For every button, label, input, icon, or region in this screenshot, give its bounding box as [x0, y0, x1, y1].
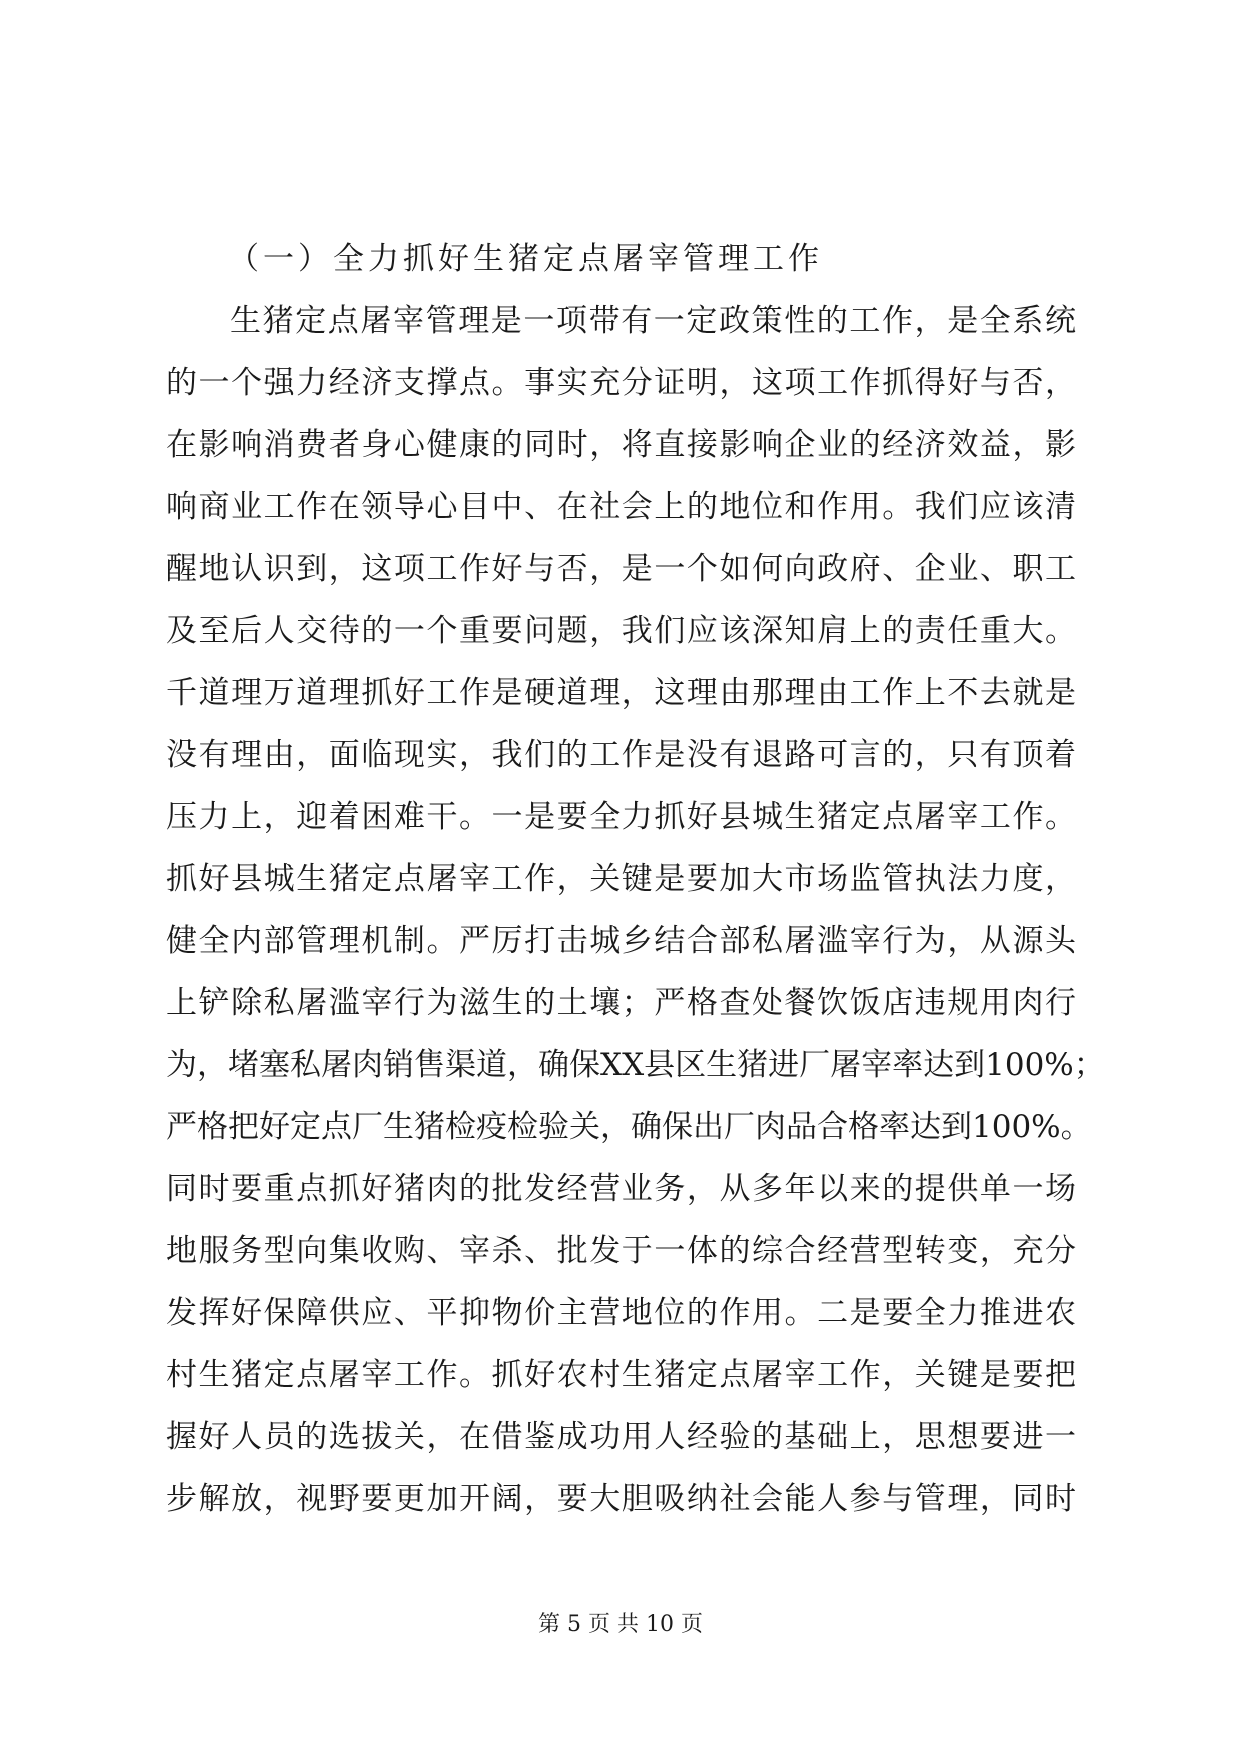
text-line: 健全内部管理机制。严厉打击城乡结合部私屠滥宰行为，从源头	[166, 923, 1076, 959]
text-line: 步解放，视野要更加开阔，要大胆吸纳社会能人参与管理，同时	[166, 1481, 1076, 1517]
text-line: 为，堵塞私屠肉销售渠道，确保XX县区生猪进厂屠宰率达到100%；	[166, 1047, 1105, 1083]
text-line: 村生猪定点屠宰工作。抓好农村生猪定点屠宰工作，关键是要把	[166, 1357, 1076, 1393]
text-line: 发挥好保障供应、平抑物价主营地位的作用。二是要全力推进农	[166, 1295, 1076, 1331]
text-line: 压力上，迎着困难干。一是要全力抓好县城生猪定点屠宰工作。	[166, 799, 1076, 835]
page-footer: 第 5 页 共 10 页	[538, 1612, 703, 1637]
text-line: 的一个强力经济支撑点。事实充分证明，这项工作抓得好与否，	[166, 365, 1076, 401]
text-line: 及至后人交待的一个重要问题，我们应该深知肩上的责任重大。	[166, 613, 1076, 649]
text-line: 醒地认识到，这项工作好与否，是一个如何向政府、企业、职工	[166, 551, 1076, 587]
text-line: 没有理由，面临现实，我们的工作是没有退路可言的，只有顶着	[166, 737, 1076, 773]
text-line: 严格把好定点厂生猪检疫检验关，确保出厂肉品合格率达到100%。	[166, 1109, 1092, 1145]
body-paragraph	[166, 290, 1105, 1530]
text-line: 同时要重点抓好猪肉的批发经营业务，从多年以来的提供单一场	[166, 1171, 1076, 1207]
text-line: 上铲除私屠滥宰行为滋生的土壤；严格查处餐饮饭店违规用肉行	[166, 985, 1076, 1021]
text-line: 千道理万道理抓好工作是硬道理，这理由那理由工作上不去就是	[166, 675, 1076, 711]
text-line: 生猪定点屠宰管理是一项带有一定政策性的工作，是全系统	[230, 303, 1076, 339]
text-line: 响商业工作在领导心目中、在社会上的地位和作用。我们应该清	[166, 489, 1076, 525]
text-line: 在影响消费者身心健康的同时，将直接影响企业的经济效益，影	[166, 427, 1076, 463]
text-line: 地服务型向集收购、宰杀、批发于一体的综合经营型转变，充分	[166, 1233, 1076, 1269]
text-line: 握好人员的选拔关，在借鉴成功用人经验的基础上，思想要进一	[166, 1419, 1076, 1455]
section-heading: （一）全力抓好生猪定点屠宰管理工作	[228, 241, 823, 277]
text-line: 抓好县城生猪定点屠宰工作，关键是要加大市场监管执法力度，	[166, 861, 1076, 897]
